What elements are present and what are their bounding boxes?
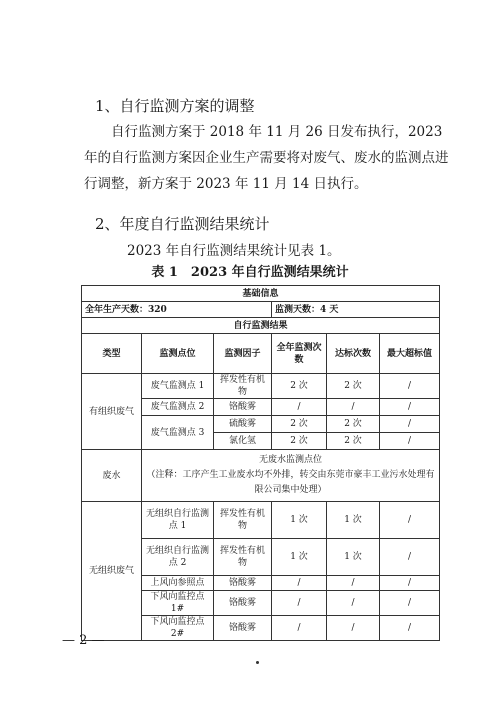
cell-point: 上风向参照点 bbox=[142, 576, 214, 591]
cell-count: / bbox=[272, 591, 327, 616]
cell-max: / bbox=[380, 591, 440, 616]
cell-count: / bbox=[272, 616, 327, 641]
results-header: 自行监测结果 bbox=[82, 318, 440, 334]
type-organized: 有组织废气 bbox=[82, 374, 142, 450]
cell-passed: 1 次 bbox=[327, 539, 380, 576]
cell-passed: / bbox=[327, 591, 380, 616]
monitoring-results-table bbox=[81, 285, 440, 641]
col-header-factor: 监测因子 bbox=[214, 334, 272, 374]
wastewater-line-2: （注释：工序产生工业废水均不外排，转交由东莞市豪丰工业污水处理有限公司集中处理） bbox=[146, 470, 435, 495]
cell-point: 废气监测点 2 bbox=[142, 399, 214, 416]
cell-factor: 铬酸雾 bbox=[214, 591, 272, 616]
cell-point: 无组织自行监测点 1 bbox=[142, 502, 214, 539]
cell-max: / bbox=[380, 616, 440, 641]
table-caption: 表 1 2023 年自行监测结果统计 bbox=[151, 265, 349, 280]
table-row bbox=[82, 286, 440, 302]
cell-max: / bbox=[380, 502, 440, 539]
basic-info-header: 基础信息 bbox=[82, 286, 440, 302]
cell-passed: / bbox=[327, 576, 380, 591]
cell-factor: 铬酸雾 bbox=[214, 616, 272, 641]
section-1-paragraph: 自行监测方案于 2018 年 11 月 26 日发布执行，2023 年的自行监测方案因企业生产需要将对废气、废水的监测点进行调整，新方案于 2023 年 11 月 14 日执行。 bbox=[84, 124, 449, 192]
cell-count: 2 次 bbox=[272, 433, 327, 450]
cell-passed: / bbox=[327, 616, 380, 641]
cell-passed: 2 次 bbox=[327, 433, 380, 450]
cell-count: / bbox=[272, 399, 327, 416]
cell-factor: 挥发性有机物 bbox=[214, 374, 272, 399]
cell-max: / bbox=[380, 433, 440, 450]
cell-factor: 硫酸雾 bbox=[214, 416, 272, 433]
cell-count: / bbox=[272, 576, 327, 591]
cell-max: / bbox=[380, 576, 440, 591]
wastewater-line-1: 无废水监测点位 bbox=[259, 455, 323, 465]
section-2-intro: 2023 年自行监测结果统计见表 1。 bbox=[127, 243, 341, 259]
cell-factor: 挥发性有机物 bbox=[214, 539, 272, 576]
cell-max: / bbox=[380, 416, 440, 433]
cell-max: / bbox=[380, 539, 440, 576]
page-number: — 2 — bbox=[62, 633, 105, 648]
col-header-point: 监测点位 bbox=[142, 334, 214, 374]
col-header-max: 最大超标值 bbox=[380, 334, 440, 374]
table-header-row bbox=[82, 334, 440, 374]
col-header-count: 全年监测次数 bbox=[272, 334, 327, 374]
type-unorganized: 无组织废气 bbox=[82, 502, 142, 641]
cell-max: / bbox=[380, 399, 440, 416]
cell-count: 2 次 bbox=[272, 416, 327, 433]
cell-point: 废气监测点 3 bbox=[142, 416, 214, 450]
cell-factor: 氯化氢 bbox=[214, 433, 272, 450]
cell-count: 1 次 bbox=[272, 502, 327, 539]
wastewater-note bbox=[142, 450, 440, 502]
production-days: 全年生产天数：320 bbox=[82, 302, 272, 318]
table-row bbox=[82, 502, 440, 539]
type-wastewater: 废水 bbox=[82, 450, 142, 502]
cell-max: / bbox=[380, 374, 440, 399]
col-header-passed: 达标次数 bbox=[327, 334, 380, 374]
cell-factor: 铬酸雾 bbox=[214, 399, 272, 416]
table-row bbox=[82, 450, 440, 502]
table-row bbox=[82, 318, 440, 334]
cell-point: 废气监测点 1 bbox=[142, 374, 214, 399]
page-mark bbox=[256, 661, 259, 664]
cell-count: 2 次 bbox=[272, 374, 327, 399]
cell-passed: / bbox=[327, 399, 380, 416]
cell-passed: 1 次 bbox=[327, 502, 380, 539]
section-1-heading: 1、自行监测方案的调整 bbox=[95, 97, 255, 115]
monitoring-days: 监测天数：4 天 bbox=[272, 302, 440, 318]
cell-passed: 2 次 bbox=[327, 374, 380, 399]
cell-passed: 2 次 bbox=[327, 416, 380, 433]
table-row bbox=[82, 302, 440, 318]
cell-point: 下风向监控点 2# bbox=[142, 616, 214, 641]
cell-count: 1 次 bbox=[272, 539, 327, 576]
col-header-type: 类型 bbox=[82, 334, 142, 374]
cell-point: 下风向监控点 1# bbox=[142, 591, 214, 616]
cell-factor: 铬酸雾 bbox=[214, 576, 272, 591]
table-row bbox=[82, 374, 440, 399]
cell-point: 无组织自行监测点 2 bbox=[142, 539, 214, 576]
section-2-heading: 2、年度自行监测结果统计 bbox=[95, 215, 270, 233]
cell-factor: 挥发性有机物 bbox=[214, 502, 272, 539]
